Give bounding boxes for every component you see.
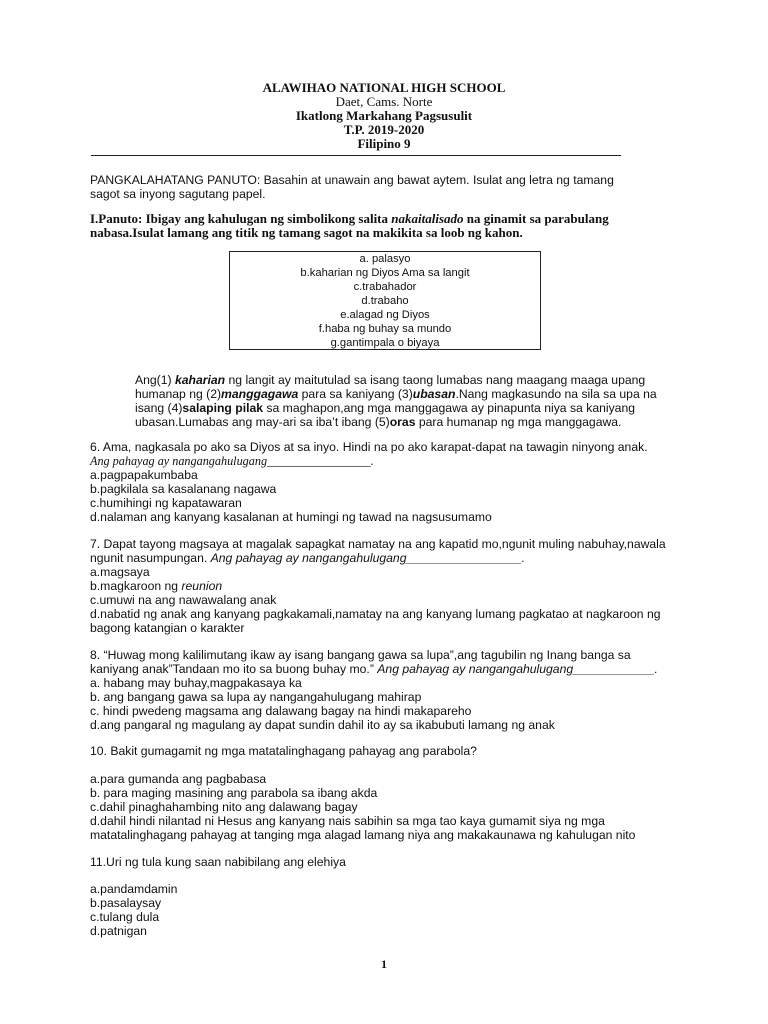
q10-option-d: d.dahil hindi nilantad ni Hesus ang kanyang nais sabihin sa mga tao kaya gumamit siya ng mga: [90, 814, 605, 828]
choice-g: g.gantimpala o biyaya: [330, 337, 440, 349]
q8-question: 8. “Huwag mong kalilimutang ikaw ay isang bangang gawa sa lupa”,ang tagubilin ng Inang banga sa: [90, 648, 631, 662]
exam-title: Ikatlong Markahang Pagsusulit: [295, 108, 473, 123]
q6-question: 6. Ama, nagkasala po ako sa Diyos at sa inyo. Hindi na po ako karapat-dapat na tawagin ninyong anak.: [90, 440, 648, 454]
q10-option-c: c.dahil pinaghahambing nito ang dalawang bagay: [90, 800, 358, 814]
choice-b: b.kaharian ng Diyos Ama sa langit: [300, 267, 470, 279]
q8-option-d: d.ang pangaral ng magulang ay dapat sundin dahil ito ay sa ikabubuti lamang ng anak: [90, 718, 555, 732]
q7-option-c: c.umuwi na ang nawawalang anak: [90, 593, 277, 607]
q10-option-b: b. para maging masining ang parabola sa ibang akda: [90, 786, 378, 800]
q6-option-b: b.pagkilala sa kasalanang nagawa: [90, 482, 277, 496]
q7-option-b: b.magkaroon ng reunion: [90, 579, 223, 593]
q6-option-d: d.nalaman ang kanyang kasalanan at humingi ng tawad na nagsusumamo: [90, 510, 492, 524]
q7-question: 7. Dapat tayong magsaya at magalak sapagkat namatay na ang kapatid mo,ngunit muling nabuhay,nawala: [90, 537, 666, 551]
choice-c: c.trabahador: [353, 281, 417, 293]
passage-line-2: humanap ng (2)manggagawa para sa kaniyang (3)ubasan.Nang magkasundo na sila sa upa na: [135, 387, 657, 401]
subject-title: Filipino 9: [357, 136, 411, 151]
q11-option-b: b.pasalaysay: [90, 896, 162, 910]
q8-option-c: c. hindi pwedeng magsama ang dalawang bagay na hindi makapareho: [90, 704, 472, 718]
q10-option-d-line-2: matatalinghagang pahayag at tanging mga alagad lamang niya ang makakaunawa ng kahulugan nito: [90, 828, 636, 842]
choices-box: [229, 251, 541, 350]
q7-option-d: d.nabatid ng anak ang kanyang pagkakamali,namatay na ang kanyang lumang pagkatao at nagkaroon ng: [90, 607, 661, 621]
part1-instructions-line-2: nabasa.Isulat lamang ang titik ng tamang sagot na makikita sa loob ng kahon.: [90, 225, 523, 240]
choice-f: f.haba ng buhay sa mundo: [318, 323, 452, 335]
part1-instructions-line-1: I.Panuto: Ibigay ang kahulugan ng simbolikong salita nakaitalisado na ginamit sa parabulang: [90, 211, 609, 226]
q11-question: 11.Uri ng tula kung saan nabibilang ang elehiya: [90, 855, 346, 869]
q11-option-c: c.tulang dula: [90, 910, 160, 924]
header-divider: [91, 155, 621, 156]
passage-line-1: Ang(1) kaharian ng langit ay maitutulad sa isang taong lumabas nang maagang maaga upang: [135, 373, 646, 387]
passage-line-3: isang (4)salaping pilak sa maghapon,ang mga manggagawa ay pinapunta niya sa kaniyang: [135, 401, 636, 415]
q10-option-a: a.para gumanda ang pagbabasa: [90, 772, 267, 786]
q7-option-d-line-2: bagong katangian o karakter: [90, 621, 245, 635]
q8-question-line-2: kaniyang anak”Tandaan mo ito sa buong buhay mo.” Ang pahayag ay nangangahulugang____________.: [90, 662, 658, 676]
q6-prompt: Ang pahayag ay nangangahulugang_________________.: [90, 454, 374, 468]
q8-option-b: b. ang bangang gawa sa lupa ay nangangahulugang mahirap: [90, 690, 422, 704]
q10-question: 10. Bakit gumagamit ng mga matatalinghagang pahayag ang parabola?: [90, 744, 477, 758]
page-number: 1: [381, 957, 387, 971]
q6-option-a: a.pagpapakumbaba: [90, 468, 198, 482]
q11-option-a: a.pandamdamin: [90, 882, 178, 896]
general-instructions-line-1: PANGKALAHATANG PANUTO: Basahin at unawain ang bawat aytem. Isulat ang letra ng tamang: [90, 173, 614, 187]
q7-option-a: a.magsaya: [90, 565, 150, 579]
q8-option-a: a. habang may buhay,magpakasaya ka: [90, 676, 302, 690]
q7-question-line-2: ngunit nasumpungan. Ang pahayag ay nangangahulugang_________________.: [90, 551, 526, 565]
choice-d: d.trabaho: [361, 295, 409, 307]
choice-a: a. palasyo: [359, 253, 411, 265]
school-location: Daet, Cams. Norte: [335, 94, 433, 109]
q11-option-d: d.patnigan: [90, 924, 147, 938]
general-instructions-line-2: sagot sa inyong sagutang papel.: [90, 187, 266, 201]
q6-option-c: c.humihingi ng kapatawaran: [90, 496, 242, 510]
school-name: ALAWIHAO NATIONAL HIGH SCHOOL: [262, 80, 506, 95]
passage-line-4: ubasan.Lumabas ang may-ari sa iba’t ibang (5)oras para humanap ng mga manggagawa.: [135, 415, 622, 429]
school-year: T.P. 2019-2020: [343, 122, 425, 137]
choice-e: e.alagad ng Diyos: [340, 309, 430, 321]
